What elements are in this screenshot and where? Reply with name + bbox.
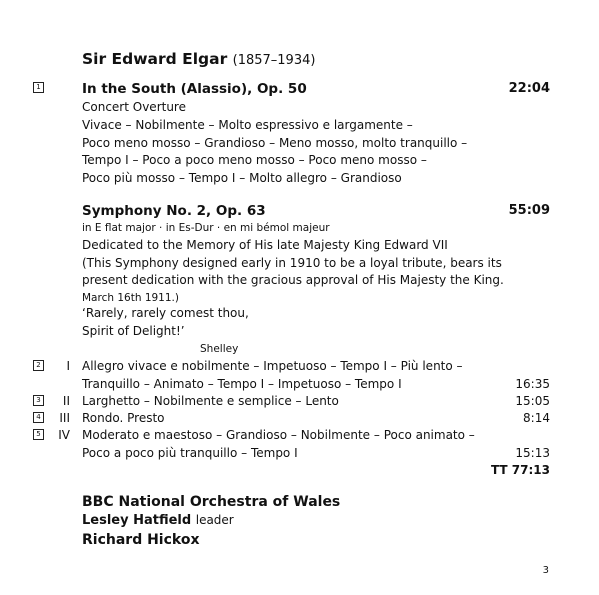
work1-tempo-line: Tempo I – Poco a poco meno mosso – Poco meno mosso –: [82, 153, 427, 167]
leader: [82, 513, 234, 528]
work1-tempo-line: Poco meno mosso – Grandioso – Meno mosso, molto tranquillo –: [82, 136, 468, 150]
work2-quote-line: Spirit of Delight!’: [82, 324, 185, 338]
work2-quote-line: ‘Rarely, rarely comest thou,: [82, 306, 249, 320]
track-number-5: 5: [33, 429, 44, 440]
movement-line: Larghetto – Nobilmente e semplice – Lento: [82, 394, 339, 408]
movement-line: Allegro vivace e nobilmente – Impetuoso – Tempo I – Più lento –: [82, 359, 463, 373]
movement-line: Poco a poco più tranquillo – Tempo I: [82, 446, 298, 460]
movement-numeral: II: [62, 394, 70, 408]
work1-title: In the South (Alassio), Op. 50: [82, 81, 307, 97]
composer-name: Sir Edward Elgar: [82, 50, 228, 68]
work2-dedication-date: March 16th 1911.): [82, 292, 179, 304]
work1-duration: 22:04: [508, 81, 550, 96]
work2-keys: in E flat major · in Es-Dur · en mi bémol majeur: [82, 222, 330, 234]
movement-line: Rondo. Presto: [82, 411, 165, 425]
movement-time: 15:13: [515, 446, 550, 460]
orchestra-name: BBC National Orchestra of Wales: [82, 494, 341, 510]
composer-dates: (1857–1934): [232, 53, 316, 68]
work2-quote-author: Shelley: [200, 343, 239, 355]
track-number-4: 4: [33, 412, 44, 423]
work2-dedication-line: Dedicated to the Memory of His late Majesty King Edward VII: [82, 238, 448, 252]
movement-line: Tranquillo – Animato – Tempo I – Impetuoso – Tempo I: [82, 377, 402, 391]
track-number-3: 3: [33, 395, 44, 406]
movement-time: 16:35: [515, 377, 550, 391]
track-number-2: 2: [33, 360, 44, 371]
movement-time: 15:05: [515, 394, 550, 408]
movement-time: 8:14: [523, 411, 550, 425]
movement-line: Moderato e maestoso – Grandioso – Nobilmente – Poco animato –: [82, 428, 475, 442]
movement-numeral: I: [66, 359, 70, 373]
total-time: TT 77:13: [490, 463, 550, 477]
work2-duration: 55:09: [508, 203, 550, 218]
work1-tempo-line: Vivace – Nobilmente – Molto espressivo e largamente –: [82, 118, 413, 132]
movement-numeral: IV: [58, 428, 70, 442]
movement-numeral: III: [59, 411, 70, 425]
work1-subtitle: Concert Overture: [82, 100, 186, 114]
leader-role: leader: [195, 513, 234, 527]
work2-dedication-line: (This Symphony designed early in 1910 to be a loyal tribute, bears its: [82, 256, 502, 270]
leader-name: Lesley Hatfield: [82, 513, 192, 528]
track-number-1: 1: [33, 82, 44, 93]
conductor-name: Richard Hickox: [82, 532, 200, 548]
page-number: 3: [542, 565, 549, 576]
composer-heading: [82, 50, 315, 68]
work2-title: Symphony No. 2, Op. 63: [82, 203, 266, 219]
work1-tempo-line: Poco più mosso – Tempo I – Molto allegro – Grandioso: [82, 171, 402, 185]
work2-dedication-line: present dedication with the gracious approval of His Majesty the King.: [82, 273, 504, 287]
